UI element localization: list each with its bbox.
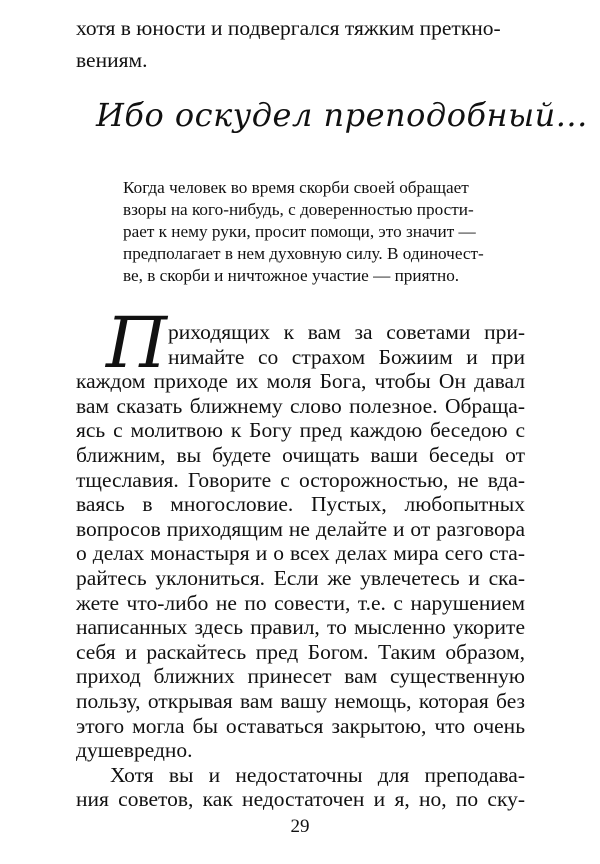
body-line: каждом приходе их моля Бога, чтобы Он давал bbox=[76, 369, 525, 394]
epigraph-line: рает к нему руки, просит помощи, это значит — bbox=[123, 222, 476, 241]
body-line: нимайте со страхом Божиим и при bbox=[168, 344, 525, 369]
body-line: ясь с молитвою к Богу пред каждою беседою с bbox=[76, 418, 525, 443]
body-line: ближним, вы будете очищать ваши беседы от bbox=[76, 443, 525, 467]
body-line: ния советов, как недостаточен и я, но, по ску- bbox=[76, 787, 525, 812]
body-line: вам сказать ближнему слово полезное. Обраща- bbox=[76, 393, 525, 418]
body-line: Хотя вы и недостаточны для преподава- bbox=[110, 762, 525, 787]
epigraph-line: предполагает в нем духовную силу. В одиночест- bbox=[123, 244, 484, 263]
epigraph-line: взоры на кого-нибудь, с доверенностью прости- bbox=[123, 200, 474, 219]
body-line: риходящих к вам за советами при- bbox=[168, 320, 525, 344]
body-line: ваясь в многословие. Пустых, любопытных bbox=[76, 492, 525, 517]
epigraph-line: ве, в скорби и ничтожное участие — приятно. bbox=[123, 266, 460, 285]
epigraph-line: Когда человек во время скорби своей обращает bbox=[123, 178, 469, 197]
text-line: вениям. bbox=[76, 48, 148, 72]
body-line: о делах монастыря и о всех делах мира сего ста- bbox=[76, 541, 525, 566]
body-line: этого могла бы оставаться закрытою, что очень bbox=[76, 713, 525, 738]
text-line: хотя в юности и подвергался тяжким преткно- bbox=[76, 16, 501, 40]
body-line: вопросов приходящим не делайте и от разговора bbox=[76, 516, 525, 541]
body-line: тщеславия. Говорите с осторожностью, не вда- bbox=[76, 467, 525, 492]
body-line: написанных здесь правил, то мысленно укорите bbox=[76, 615, 525, 640]
body-line: райтесь уклониться. Если же увлечетесь и ска- bbox=[76, 566, 525, 590]
drop-cap: П bbox=[106, 302, 168, 384]
section-title: Ибо оскудел преподобный... bbox=[96, 96, 588, 134]
body-line: душевредно. bbox=[76, 738, 193, 763]
body-line: пользу, открывая вам вашу немощь, которая без bbox=[76, 689, 525, 713]
body-line: жете что-либо не по совести, т.е. с нарушением bbox=[76, 590, 525, 615]
body-line: приход ближних принесет вам существенную bbox=[76, 664, 525, 689]
page-number: 29 bbox=[290, 816, 310, 837]
body-line: себя и раскайтесь пред Богом. Таким образом, bbox=[76, 639, 525, 664]
